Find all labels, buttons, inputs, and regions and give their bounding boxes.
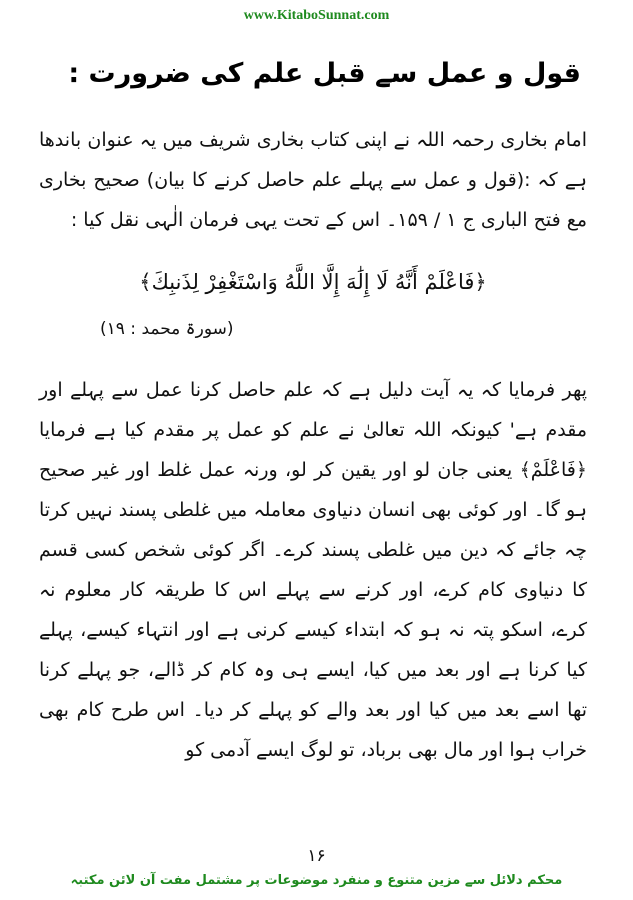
quran-verse: ﴿فَاعْلَمْ أَنَّهُ لَا إِلَٰهَ إِلَّا اللَّهُ وَاسْتَغْفِرْ لِذَنبِكَ﴾	[139, 270, 487, 294]
paragraph-main: پھر فرمایا کہ یہ آیت دلیل ہے کہ علم حاصل کرنا عمل سے پہلے اور مقدم ہے' کیونکہ اللہ تعالیٰ نے علم کو عمل پر مقدم کیا ہے فرمایا ﴿فَاعْلَمْ﴾ یعنی جان لو اور یقین کر لو، ورنہ عمل غلط اور غیر صحیح ہو گا۔ اور کوئی بھی انسان دنیاوی معاملہ میں غلطی پسند نہیں کرتا چہ جائے کہ دین میں غلطی پسند کرے۔ اگر کوئی شخص کسی قسم کا دنیاوی کام کرے، اور کرنے سے پہلے اس کا طریقہ کار معلوم نہ کرے، اسکو پتہ نہ ہو کہ ابتداء کیسے کرنی ہے اور انتہاء کیسے، پہلے کیا کرنا ہے اور بعد میں کیا، ایسے ہی وہ کام کر ڈالے، جو پہلے کرنا تھا اسے بعد میں کیا اور بعد والے کو پہلے کر دیا۔ اس طرح کام بھی خراب ہوا اور مال بھی برباد، تو لوگ ایسے آدمی کو	[39, 379, 587, 761]
section-heading: قول و عمل سے قبل علم کی ضرورت :	[68, 58, 581, 89]
site-url[interactable]: www.KitaboSunnat.com	[243, 8, 390, 23]
paragraph-intro: امام بخاری رحمہ اللہ نے اپنی کتاب بخاری شریف میں یہ عنوان باندھا ہے کہ :(قول و عمل سے پہلے علم حاصل کرنے کا بیان) صحیح بخاری مع فتح الباری ج ۱ / ۱۵۹۔ اس کے تحت یہی فرمان الٰہی نقل کیا :	[39, 129, 587, 231]
footer-tagline: محکم دلائل سے مزین متنوع و منفرد موضوعات پر مشتمل مفت آن لائن مکتبہ	[70, 873, 563, 888]
page-number: ۱۶	[307, 846, 326, 866]
verse-reference: (سورۃ محمد : ۱۹)	[100, 319, 234, 339]
